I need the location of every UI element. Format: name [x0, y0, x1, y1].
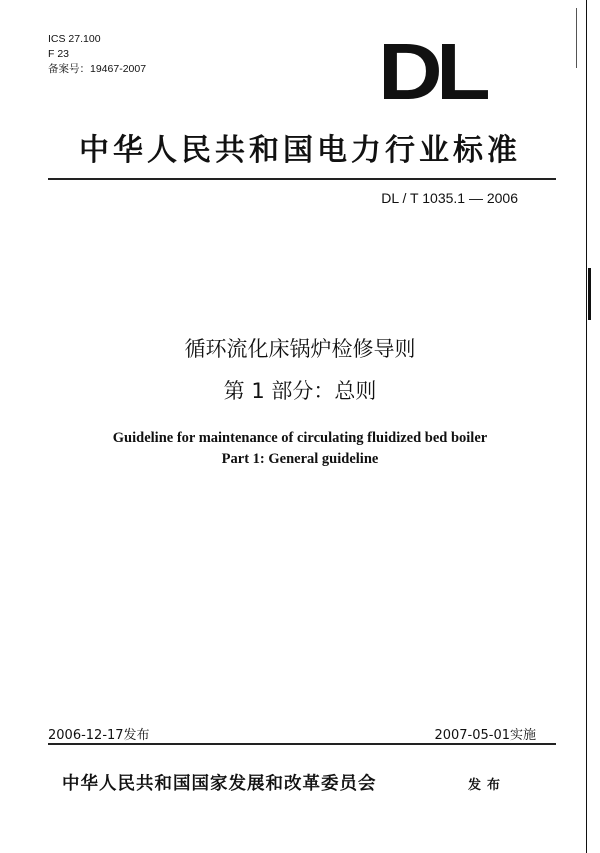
header-divider	[48, 178, 556, 180]
scan-edge-tick	[576, 8, 577, 68]
issue-label: 发布	[468, 778, 507, 793]
scan-edge-mark	[588, 268, 591, 320]
ccs-code: F 23	[48, 48, 70, 60]
standard-number: DL / T 1035.1 — 2006	[381, 190, 518, 206]
scan-edge-line	[586, 0, 587, 853]
implementation-date: 2007-05-01实施	[434, 728, 536, 743]
issue-date: 2006-12-17发布	[48, 728, 150, 743]
footer-divider	[48, 743, 556, 745]
issuing-authority: 中华人民共和国国家发展和改革委员会	[62, 774, 377, 794]
document-title-zh: 循环流化床锅炉检修导则	[184, 337, 416, 361]
dl-logo: DL	[378, 27, 484, 116]
standard-title: 中华人民共和国电力行业标准	[79, 133, 521, 168]
document-part-en: Part 1: General guideline	[221, 451, 379, 467]
document-title-en: Guideline for maintenance of circulating fluidized bed boiler	[112, 430, 488, 446]
ics-code: ICS 27.100	[48, 33, 101, 45]
filing-number: 备案号：19467-2007	[48, 63, 147, 75]
document-part-zh: 第 1 部分：总则	[223, 379, 377, 403]
classification-block	[48, 32, 146, 77]
